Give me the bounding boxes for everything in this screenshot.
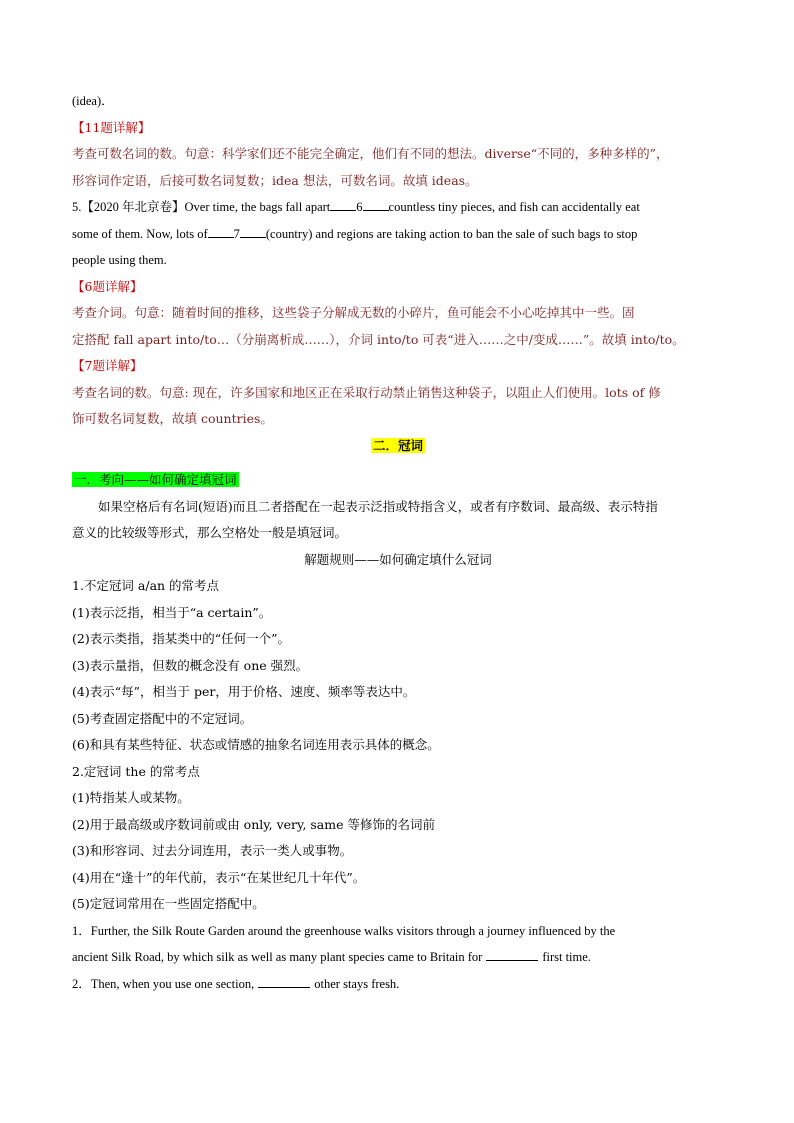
exercise-1-line-2 bbox=[72, 944, 724, 971]
indefinite-item-6: (6)和具有某些特征、状态或情感的抽象名词连用表示具体的概念。 bbox=[72, 737, 440, 752]
indefinite-item-4: (4)表示“每”，相当于 per，用于价格、速度、频率等表达中。 bbox=[72, 684, 416, 699]
q6-header: 【6题详解】 bbox=[72, 278, 143, 294]
indefinite-heading: 1.不定冠词 a/an 的常考点 bbox=[72, 578, 220, 593]
q5-line1-prefix: 5.【2020 年北京卷】Over time, the bags fall apart bbox=[72, 200, 331, 214]
indefinite-item-1: (1)表示泛指，相当于“a certain”。 bbox=[72, 604, 272, 620]
q5-line-3: people using them. bbox=[72, 253, 167, 267]
blank-7-number: 7 bbox=[233, 226, 240, 241]
q6-explanation-2: 定搭配 fall apart into/to…（分崩离析成……），介词 into/to 可表“进入……之中/变成……”。故填 into/to。 bbox=[72, 331, 685, 347]
q5-line1-suffix: countless tiny pieces, and fish can accidentally eat bbox=[388, 200, 640, 214]
definite-item-3: (3)和形容词、过去分词连用，表示一类人或事物。 bbox=[72, 843, 353, 858]
indefinite-item-3: (3)表示量指，但数的概念没有 one 强烈。 bbox=[72, 657, 309, 673]
indefinite-item-2: (2)表示类指，指某类中的“任何一个”。 bbox=[72, 631, 290, 646]
section-title: 二．冠词 bbox=[372, 437, 423, 453]
document-page bbox=[72, 88, 724, 997]
subsection-title: 一．考向——如何确定填冠词 bbox=[74, 472, 237, 487]
exercise-1-blank bbox=[486, 948, 538, 961]
rules-title: 解题规则——如何确定填什么冠词 bbox=[304, 551, 492, 567]
exercise-2-prefix: 2．Then, when you use one section, bbox=[72, 976, 255, 991]
q7-header: 【7题详解】 bbox=[72, 358, 143, 373]
q7-explanation-2: 饰可数名词复数，故填 countries。 bbox=[72, 411, 273, 426]
intro-line-1: 如果空格后有名词(短语)而且二者搭配在一起表示泛指或特指含义，或者有序数词、最高级、表示特指 bbox=[98, 498, 658, 514]
q5-line-2 bbox=[72, 221, 724, 248]
q11-explanation-2: 形容词作定语，后接可数名词复数；idea 想法，可数名词。故填 ideas。 bbox=[72, 172, 478, 188]
q5-line-1 bbox=[72, 194, 724, 221]
definite-item-5: (5)定冠词常用在一些固定搭配中。 bbox=[72, 896, 265, 911]
definite-item-4: (4)用在“逢十”的年代前，表示“在某世纪几十年代”。 bbox=[72, 869, 366, 885]
indefinite-item-5: (5)考查固定搭配中的不定冠词。 bbox=[72, 710, 253, 726]
exercise-2-blank bbox=[258, 975, 310, 988]
definite-heading: 2.定冠词 the 的常考点 bbox=[72, 763, 200, 779]
exercise-1-line-1: 1．Further, the Silk Route Garden around the greenhouse walks visitors through a journey influenced by the bbox=[72, 923, 616, 938]
q5-line2-suffix: (country) and regions are taking action to ban the sale of such bags to stop bbox=[265, 226, 638, 241]
idea-line: (idea)． bbox=[72, 94, 114, 108]
q11-header: 【11题详解】 bbox=[72, 119, 151, 135]
exercise-1-suffix: first time. bbox=[542, 950, 591, 964]
exercise-2-suffix: other stays fresh. bbox=[314, 976, 400, 991]
q6-explanation-1: 考查介词。句意：随着时间的推移，这些袋子分解成无数的小碎片，鱼可能会不小心吃掉其中一些。固 bbox=[72, 305, 635, 320]
q7-explanation-1: 考查名词的数。句意: 现在，许多国家和地区正在采取行动禁止销售这种袋子，以阻止人们使用。lots of 修 bbox=[72, 384, 661, 400]
section-title-row bbox=[72, 433, 724, 460]
definite-item-2: (2)用于最高级或序数词前或由 only, very, same 等修饰的名词前 bbox=[72, 816, 435, 832]
exercise-2-line bbox=[72, 971, 724, 998]
exercise-1-prefix: ancient Silk Road, by which silk as well as many plant species came to Britain for bbox=[72, 950, 483, 964]
definite-item-1: (1)特指某人或某物。 bbox=[72, 790, 190, 805]
subsection-title-row bbox=[72, 467, 724, 494]
q5-line2-prefix: some of them. Now, lots of bbox=[72, 226, 208, 241]
intro-line-2: 意义的比较级等形式，那么空格处一般是填冠词。 bbox=[72, 525, 348, 540]
q11-explanation-1: 考查可数名词的数。句意：科学家们还不能完全确定，他们有不同的想法。diverse“不同的，多种多样的”， bbox=[72, 146, 669, 161]
blank-6-number: 6 bbox=[356, 200, 363, 214]
